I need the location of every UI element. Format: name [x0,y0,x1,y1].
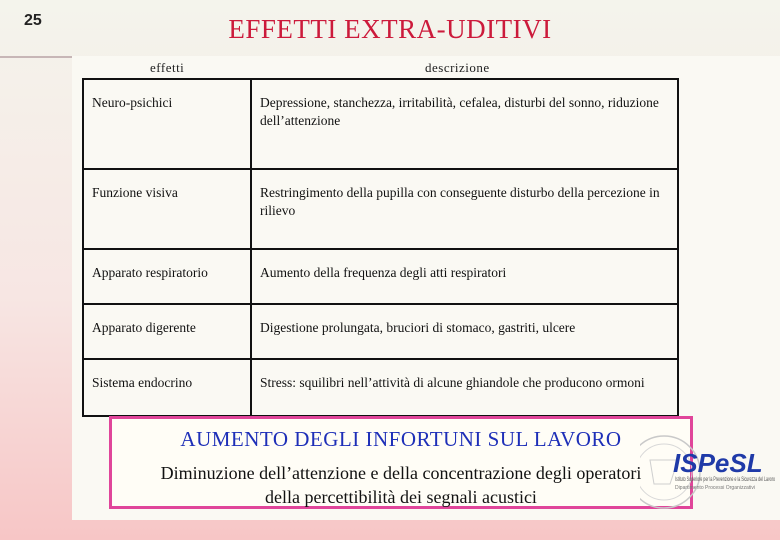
description-cell: Depressione, stanchezza, irritabilità, cefalea, disturbi del sonno, riduzione dell’attenzione [251,79,678,169]
effects-table [82,78,679,417]
effect-cell: Sistema endocrino [83,359,251,416]
column-header-description: descrizione [425,60,490,75]
effect-cell: Apparato digerente [83,304,251,359]
table-row [83,249,678,304]
table-row [83,79,678,169]
logo-subtagline: Dipartimento Processi Organizzativi [675,485,755,491]
effect-cell: Neuro-psichici [83,79,251,169]
table-row [83,169,678,249]
description-cell: Restringimento della pupilla con conseguente disturbo della percezione in rilievo [251,169,678,249]
logo-graphic [640,420,780,520]
left-divider [0,56,72,58]
effect-cell: Funzione visiva [83,169,251,249]
effect-cell: Apparato respiratorio [83,249,251,304]
column-header-effects: effetti [150,60,185,75]
callout-line-2: della percettibilità dei segnali acustici [265,487,537,507]
callout-line-1: Diminuzione dell’attenzione e della concentrazione degli operatori [160,463,642,483]
slide-title: EFFETTI EXTRA-UDITIVI [228,14,552,44]
description-cell: Digestione prolungata, bruciori di stomaco, gastriti, ulcere [251,304,678,359]
description-cell: Stress: squilibri nell’attività di alcune ghiandole che producono ormoni [251,359,678,416]
callout-text [112,461,690,509]
callout-title: AUMENTO DEGLI INFORTUNI SUL LAVORO [180,427,622,451]
logo-tagline: Istituto Superiore per la Prevenzione e la Sicurezza del Lavoro [675,477,776,483]
table-row [83,359,678,416]
table-row [83,304,678,359]
callout-box [109,416,693,509]
logo-wordmark: ISPeSL [673,448,763,478]
ispesl-logo-icon [640,420,780,520]
description-cell: Aumento della frequenza degli atti respiratori [251,249,678,304]
page-number: 25 [24,12,42,29]
